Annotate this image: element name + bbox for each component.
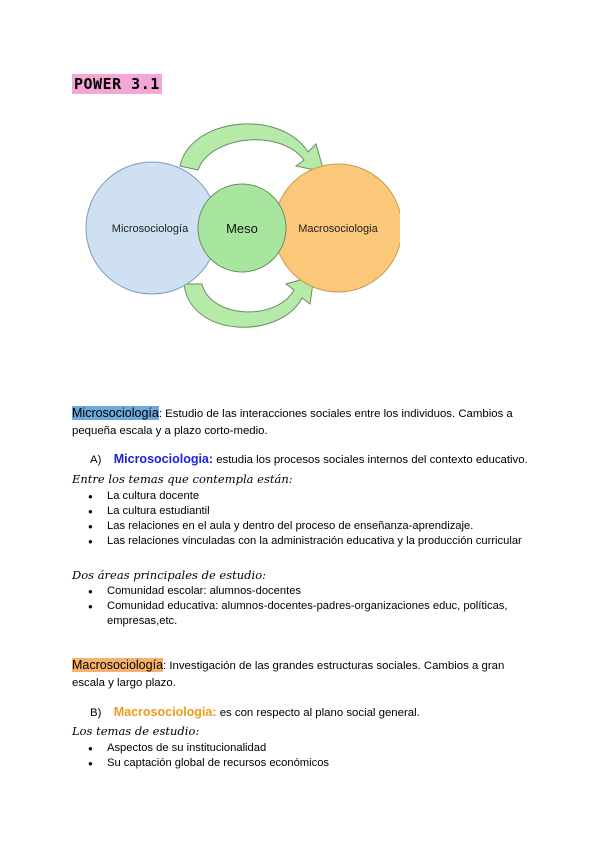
micro-themes-heading: Entre los temas que contempla están:: [72, 472, 293, 486]
micro-definition-text: : Estudio de las interacciones sociales entre los individuos. Cambios a pequeña escala y a plazo corto-medio.: [72, 408, 513, 437]
micro-item-term: Microsociologia:: [113, 452, 214, 466]
bottom-arrow: [184, 276, 314, 327]
macro-definition: [72, 657, 532, 692]
micro-definition: [72, 405, 532, 440]
macro-item: [90, 704, 540, 722]
top-arrow: [180, 124, 324, 172]
list-item: ● Las relaciones vinculadas con la administración educativa y la producción curricular: [72, 534, 542, 549]
macro-item-term: Macrosociologia:: [113, 705, 217, 719]
macro-item-text: es con respecto al plano social general.: [216, 707, 420, 719]
list-item: ● Comunidad escolar: alumnos-docentes: [72, 584, 512, 599]
meso-label: Meso: [226, 221, 258, 236]
micro-item: [90, 451, 540, 469]
list-item: ● La cultura estudiantil: [72, 504, 542, 519]
list-item: ● La cultura docente: [72, 489, 542, 504]
list-item: ● Aspectos de su institucionalidad: [72, 741, 542, 756]
micro-themes-list: [72, 489, 542, 549]
page-title: POWER 3.1: [74, 75, 160, 93]
list-item: ● Su captación global de recursos económicos: [72, 756, 542, 771]
list-item: ● Las relaciones en el aula y dentro del proceso de enseñanza-aprendizaje.: [72, 519, 542, 534]
macro-definition-text: : Investigación de las grandes estructuras sociales. Cambios a gran escala y largo plazo.: [72, 660, 505, 689]
micro-areas-heading: Dos áreas principales de estudio:: [72, 568, 266, 582]
micro-areas-list: [72, 584, 512, 629]
macro-themes-heading: Los temas de estudio:: [72, 724, 200, 738]
macro-themes-list: [72, 741, 542, 771]
list-item: ● Comunidad educativa: alumnos-docentes-padres-organizaciones educ, políticas, empresas,etc.: [72, 599, 512, 629]
item-letter: A): [90, 454, 102, 466]
micro-label: Microsociología: [111, 223, 189, 235]
macro-label: Macrosociologia: [298, 223, 378, 235]
item-letter: B): [90, 707, 102, 719]
micro-item-text: estudia los procesos sociales internos del contexto educativo.: [213, 454, 528, 466]
micro-term: Microsociología: [72, 406, 159, 420]
sociology-levels-diagram: [80, 108, 400, 358]
macro-term: Macrosociología: [72, 658, 164, 672]
